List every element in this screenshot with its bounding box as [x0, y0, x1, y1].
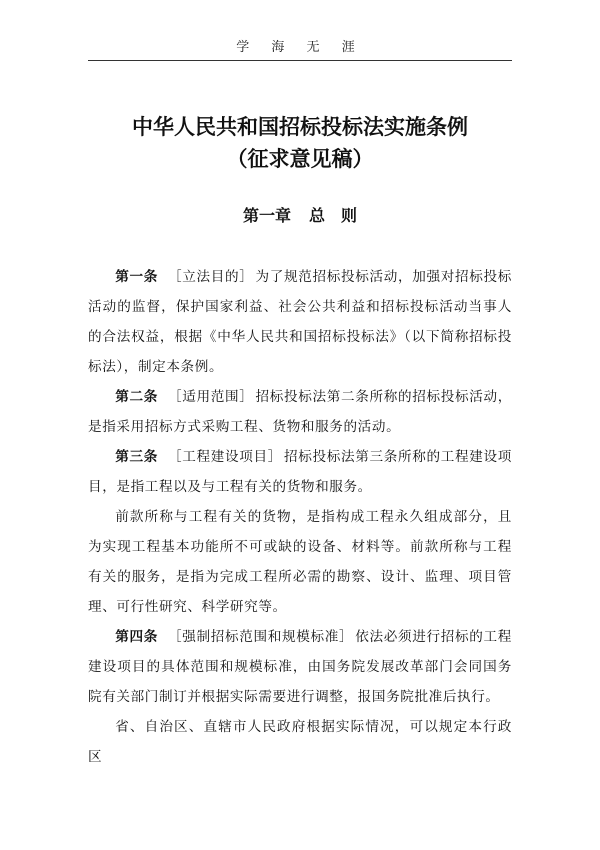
header-divider: [88, 60, 512, 61]
article-topic: ［工程建设项目］: [167, 449, 282, 465]
article-text: 为了规范招标投标活动，加强对招标投标活动的监督，保护国家利益、社会公共利益和招标投标活动当事人的合法权益，根据《中华人民共和国招标投标法》（以下简称招标投标法），制定本条例。: [88, 269, 512, 375]
article-topic: ［立法目的］: [167, 269, 254, 285]
chapter-name: 总 则: [309, 206, 358, 225]
article-number: 第三条: [115, 449, 158, 465]
document-body: [88, 262, 512, 772]
continuation-paragraph: [88, 502, 512, 622]
chapter-heading: [88, 203, 512, 226]
article-text: 招标投标法第二条所称的招标投标活动，是指采用招标方式采购工程、货物和服务的活动。: [88, 389, 512, 435]
article-number: 第四条: [115, 629, 158, 645]
paragraph-text: 前款所称与工程有关的货物，是指构成工程永久组成部分，且为实现工程基本功能所不可或缺的设备、材料等。前款所称与工程有关的服务，是指为完成工程所必需的勘察、设计、监理、项目管理、可行性研究、科学研究等。: [88, 509, 512, 615]
document-title: 中华人民共和国招标投标法实施条例: [132, 115, 468, 139]
article-topic: ［适用范围］: [167, 389, 254, 405]
article-paragraph: [88, 262, 512, 382]
page-header: 学 海 无 涯: [236, 40, 364, 55]
chapter-number: 第一章: [242, 206, 291, 225]
article-text: 招标投标法第三条所称的工程建设项目，是指工程以及与工程有关的货物和服务。: [88, 449, 512, 495]
continuation-paragraph: [88, 712, 512, 772]
article-topic: ［强制招标范围和规模标准］: [167, 629, 354, 645]
article-number: 第一条: [115, 269, 158, 285]
article-paragraph: [88, 442, 512, 502]
document-subtitle: （征求意见稿）: [226, 147, 374, 171]
article-paragraph: [88, 382, 512, 442]
article-number: 第二条: [115, 389, 158, 405]
article-paragraph: [88, 622, 512, 712]
paragraph-text: 省、自治区、直辖市人民政府根据实际情况，可以规定本行政区: [88, 719, 512, 765]
article-text: 依法必须进行招标的工程建设项目的具体范围和规模标准，由国务院发展改革部门会同国务院有关部门制订并根据实际需要进行调整，报国务院批准后执行。: [88, 629, 512, 705]
